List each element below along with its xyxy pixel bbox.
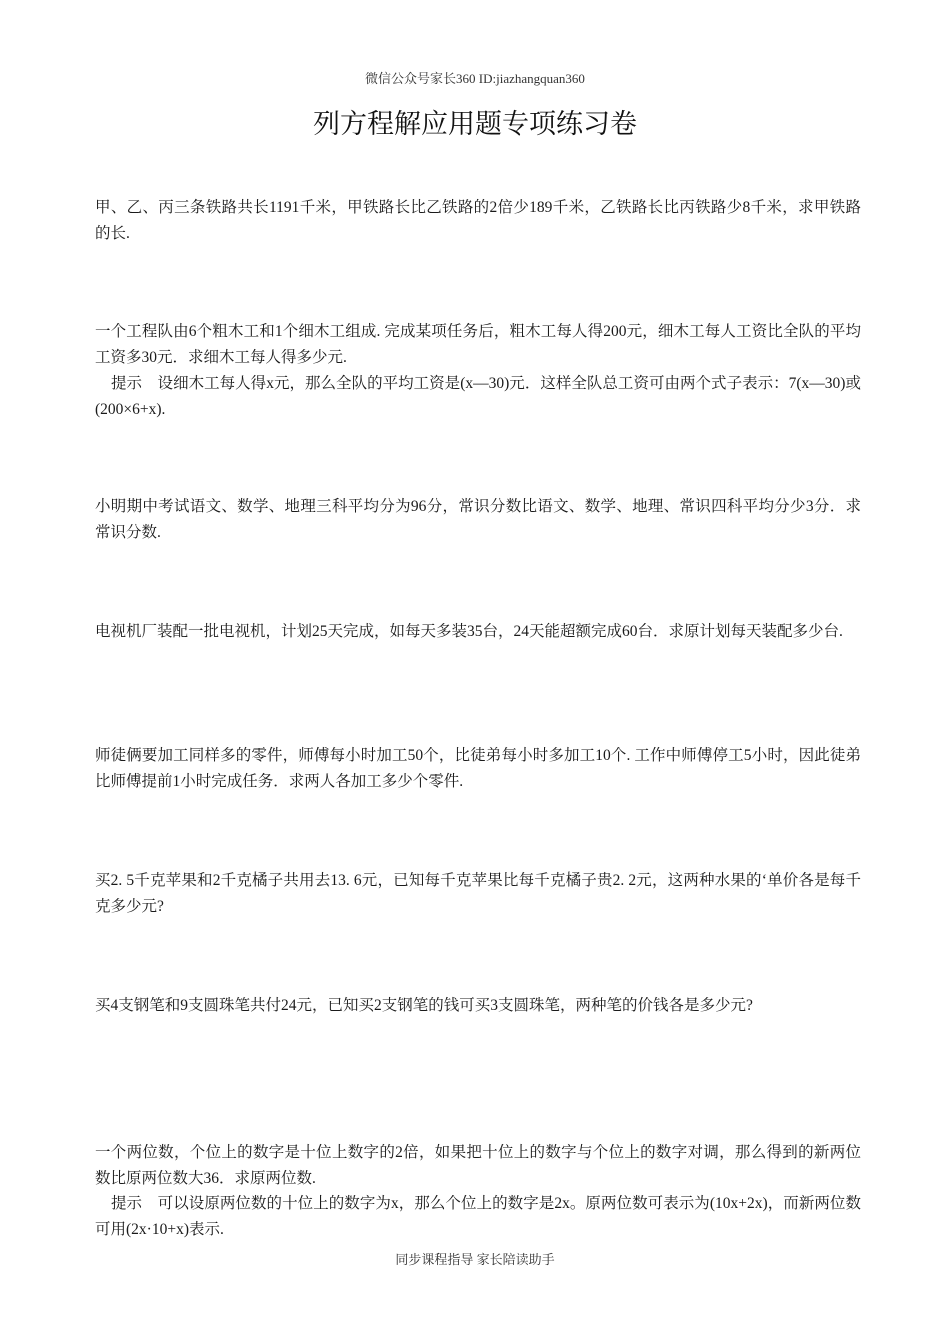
page-header: 微信公众号家长360 ID:jiazhangquan360: [365, 71, 585, 86]
problem-3-text: 小明期中考试语文、数学、地理三科平均分为96分，常识分数比语文、数学、地理、常识四科平均分少3分．求常识分数.: [95, 498, 861, 541]
problem-1-text: 甲、乙、丙三条铁路共长1191千米，甲铁路长比乙铁路的2倍少189千米，乙铁路长比丙铁路少8千米，求甲铁路的长.: [95, 199, 861, 242]
page-title: 列方程解应用题专项练习卷: [313, 109, 637, 140]
problem-2-hint: 提示 设细木工每人得x元，那么全队的平均工资是(x—30)元．这样全队总工资可由两个式子表示：7(x—30)或(200×6+x).: [95, 375, 861, 418]
problem-6-text: 买2. 5千克苹果和2千克橘子共用去13. 6元，已知每千克苹果比每千克橘子贵2. 2元，这两种水果的‘单价各是每千克多少元?: [95, 872, 861, 915]
page-footer: 同步课程指导 家长陪读助手: [395, 1252, 555, 1267]
problem-4-text: 电视机厂装配一批电视机，计划25天完成，如每天多装35台，24天能超额完成60台．求原计划每天装配多少台.: [95, 623, 843, 640]
problem-8-text: 一个两位数，个位上的数字是十位上数字的2倍，如果把十位上的数字与个位上的数字对调，那么得到的新两位数比原两位数大36．求原两位数.: [95, 1144, 861, 1187]
problem-2-text: 一个工程队由6个粗木工和1个细木工组成. 完成某项任务后，粗木工每人得200元，细木工每人工资比全队的平均工资多30元．求细木工每人得多少元.: [95, 323, 861, 366]
problem-8-hint: 提示 可以设原两位数的十位上的数字为x，那么个位上的数字是2x。原两位数可表示为(10x+2x)，而新两位数可用(2x·10+x)表示.: [95, 1195, 861, 1238]
problem-7-text: 买4支钢笔和9支圆珠笔共付24元，已知买2支钢笔的钱可买3支圆珠笔，两种笔的价钱各是多少元?: [95, 997, 753, 1014]
problem-5-text: 师徒俩要加工同样多的零件，师傅每小时加工50个，比徒弟每小时多加工10个. 工作中师傅停工5小时，因此徒弟比师傅提前1小时完成任务．求两人各加工多少个零件.: [95, 747, 861, 790]
